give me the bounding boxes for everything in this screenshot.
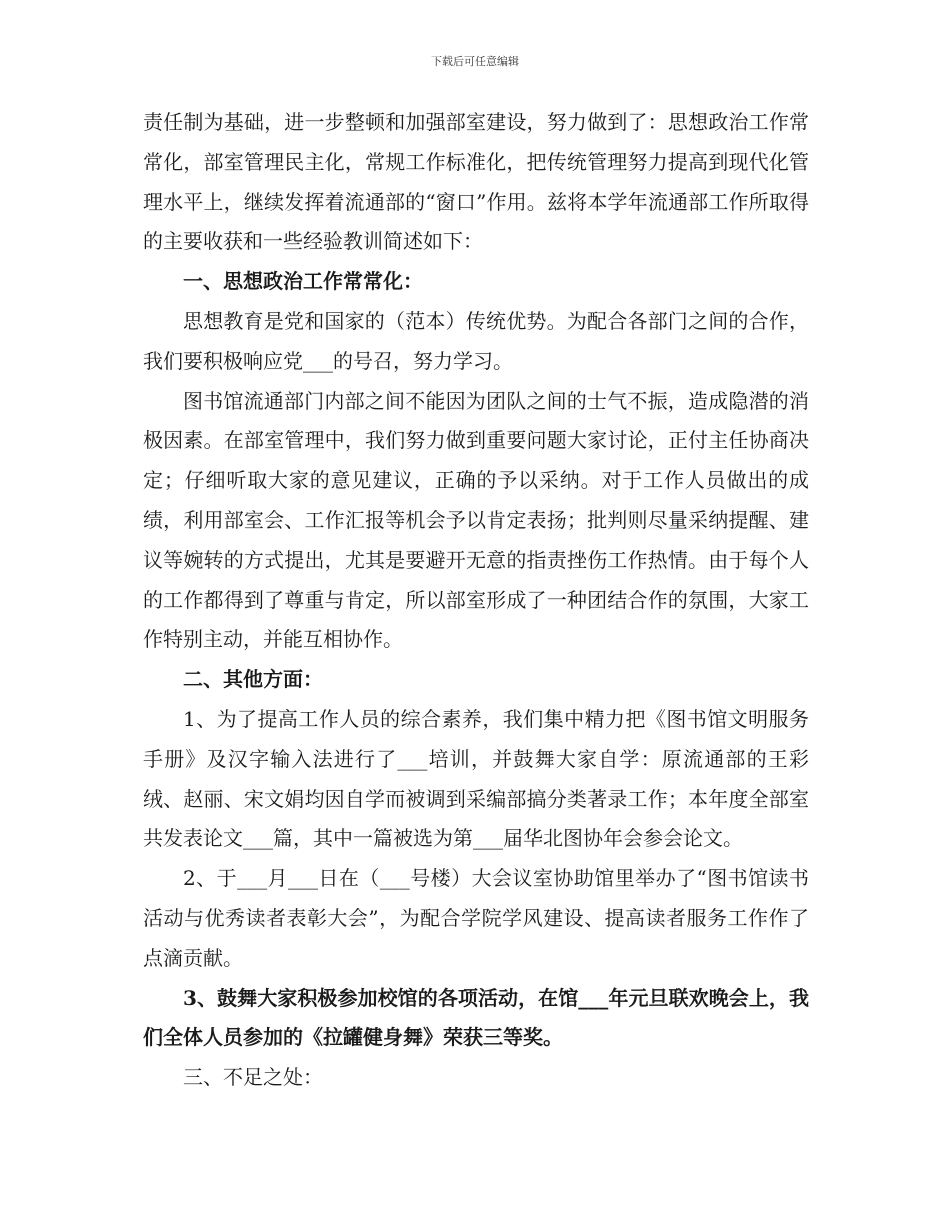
document-body	[143, 103, 809, 1098]
section-heading-2: 二、其他方面：	[183, 667, 323, 692]
intro-paragraph: 责任制为基础，进一步整顿和加强部室建设，努力做到了：思想政治工作常常化，部室管理民主化，常规工作标准化，把传统管理努力提高到现代化管理水平上，继续发挥着流通部的“窗口”作用。兹将本学年流通部工作所取得的主要收获和一些经验教训简述如下：	[143, 110, 809, 254]
paragraph-department-management: 图书馆流通部门内部之间不能因为团队之间的士气不振，造成隐潜的消极因素。在部室管理中，我们努力做到重要问题大家讨论，正付主任协商决定；仔细听取大家的意见建议，正确的予以采纳。对于工作人员做出的成绩，利用部室会、工作汇报等机会予以肯定表扬；批判则尽量采纳提醒、建议等婉转的方式提出，尤其是要避开无意的指责挫伤工作热情。由于每个人的工作都得到了尊重与肯定，所以部室形成了一种团结合作的氛围，大家工作特别主动，并能互相协作。	[143, 388, 809, 652]
section-heading-3: 三、不足之处：	[183, 1065, 323, 1090]
page-header: 下载后可任意编辑	[431, 55, 519, 68]
paragraph-item-3: 3、鼓舞大家积极参加校馆的各项活动，在馆___年元旦联欢晚会上，我们全体人员参加的《拉罐健身舞》荣获三等奖。	[143, 985, 809, 1050]
paragraph-ideology-education: 思想教育是党和国家的（范本）传统优势。为配合各部门之间的合作，我们要积极响应党___的号召，努力学习。	[143, 308, 809, 373]
paragraph-item-1: 1、为了提高工作人员的综合素养，我们集中精力把《图书馆文明服务手册》及汉字输入法进行了___培训，并鼓舞大家自学：原流通部的王彩绒、赵丽、宋文娟均因自学而被调到采编部搞分类著录工作；本年度全部室共发表论文___篇，其中一篇被选为第___届华北图协年会参会论文。	[143, 706, 809, 851]
paragraph-item-2: 2、于___月___日在（___号楼）大会议室协助馆里举办了“图书馆读书活动与优秀读者表彰大会”，为配合学院学风建设、提高读者服务工作作了点滴贡献。	[143, 866, 809, 970]
section-heading-1: 一、思想政治工作常常化：	[183, 269, 423, 294]
